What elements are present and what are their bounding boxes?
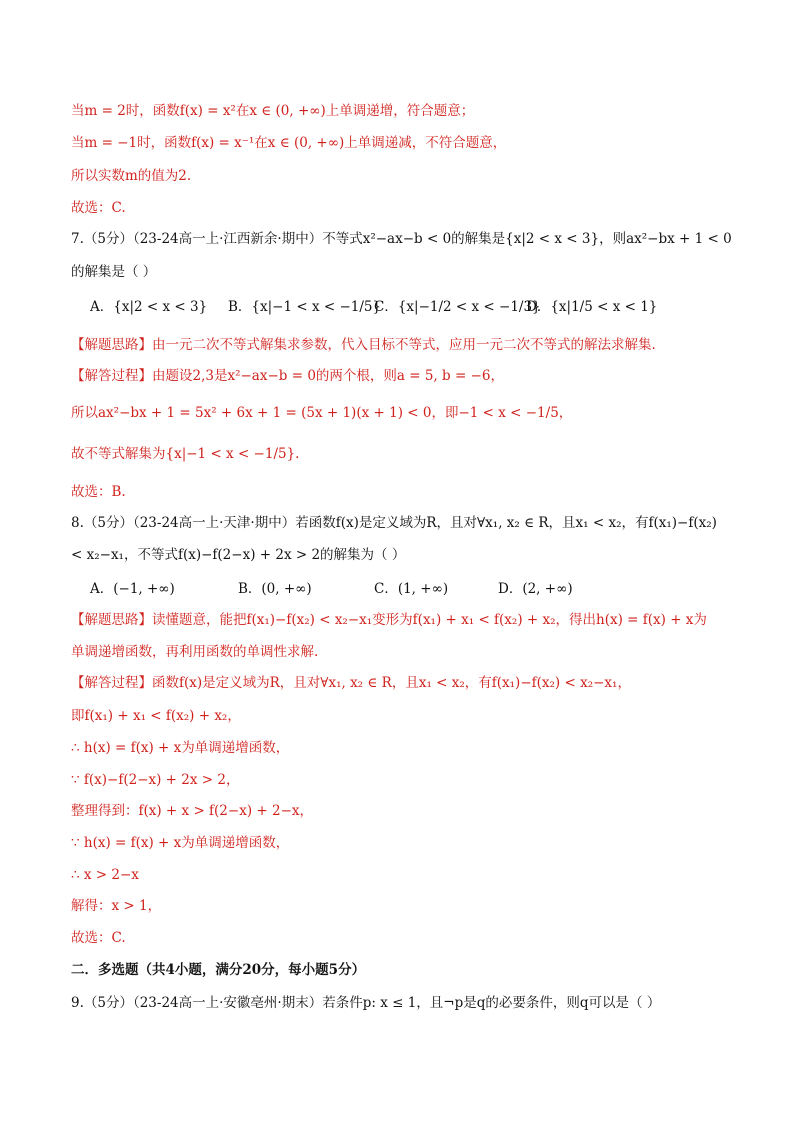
section-heading: 二．多选题（共4小题，满分20分，每小题5分） [71, 962, 366, 978]
text-line: 解得：x > 1， [71, 898, 162, 914]
text-line: 故不等式解集为{x|−1 < x < −1/5}. [71, 446, 300, 462]
text-line: 所以实数m的值为2. [71, 168, 192, 184]
question-8-stem: 8.（5分）（23-24高一上·天津·期中）若函数f(x)是定义域为R，且对∀x₁, x₂ ∈ R，且x₁ < x₂，有f(x₁)−f(x₂) [71, 515, 717, 531]
text-line: ∴ h(x) = f(x) + x为单调递增函数， [71, 740, 290, 756]
text-line: ∴ x > 2−x [71, 867, 139, 883]
solution-process: 【解答过程】函数f(x)是定义域为R，且对∀x₁, x₂ ∈ R，且x₁ < x₂，有f(x₁)−f(x₂) < x₂−x₁， [71, 675, 631, 691]
text-line: 故选：C. [71, 930, 126, 946]
option-d: D．{x|1/5 < x < 1} [526, 299, 658, 315]
text-line: 所以ax²−bx + 1 = 5x² + 6x + 1 = (5x + 1)(x + 1) < 0，即−1 < x < −1/5， [71, 405, 573, 421]
solution-idea: 【解题思路】由一元二次不等式解集求参数，代入目标不等式，应用一元二次不等式的解法求解集. [71, 337, 656, 353]
text-line: 故选：B. [71, 484, 126, 500]
text-line: 整理得到：f(x) + x > f(2−x) + 2−x， [71, 803, 313, 819]
question-7-stem-cont: 的解集是（ ） [71, 264, 157, 280]
option-a: A．(−1, +∞) [90, 581, 175, 597]
text-line: ∵ h(x) = f(x) + x为单调递增函数， [71, 835, 290, 851]
option-c: C．(1, +∞) [374, 581, 449, 597]
text-line: 故选：C. [71, 200, 126, 216]
option-b: B．(0, +∞) [238, 581, 312, 597]
question-7-stem: 7.（5分）（23-24高一上·江西新余·期中）不等式x²−ax−b < 0的解集是{x|2 < x < 3}，则ax²−bx + 1 < 0 [71, 231, 732, 247]
option-d: D．(2, +∞) [498, 581, 573, 597]
option-a: A．{x|2 < x < 3} [90, 299, 208, 315]
option-c: C．{x|−1/2 < x < −1/3} [374, 299, 541, 315]
text-line: 当m = −1时，函数f(x) = x⁻¹在x ∈ (0, +∞)上单调递减，不符合题意， [71, 135, 507, 151]
text-line: 即f(x₁) + x₁ < f(x₂) + x₂， [71, 708, 241, 724]
solution-process: 【解答过程】由题设2,3是x²−ax−b = 0的两个根，则a = 5, b = −6， [71, 368, 504, 384]
solution-idea: 【解题思路】读懂题意，能把f(x₁)−f(x₂) < x₂−x₁变形为f(x₁) + x₁ < f(x₂) + x₂，得出h(x) = f(x) + x为 [71, 612, 707, 628]
question-8-stem-cont: < x₂−x₁，不等式f(x)−f(2−x) + 2x > 2的解集为（ ） [71, 547, 406, 563]
text-line: ∵ f(x)−f(2−x) + 2x > 2， [71, 772, 240, 788]
option-b: B．{x|−1 < x < −1/5} [228, 299, 382, 315]
text-line: 单调递增函数，再利用函数的单调性求解. [71, 644, 319, 660]
question-9-stem: 9.（5分）（23-24高一上·安徽亳州·期末）若条件p: x ≤ 1，且¬p是q的必要条件，则q可以是（ ） [71, 995, 661, 1011]
text-line: 当m = 2时，函数f(x) = x²在x ∈ (0, +∞)上单调递增，符合题意； [71, 103, 475, 119]
